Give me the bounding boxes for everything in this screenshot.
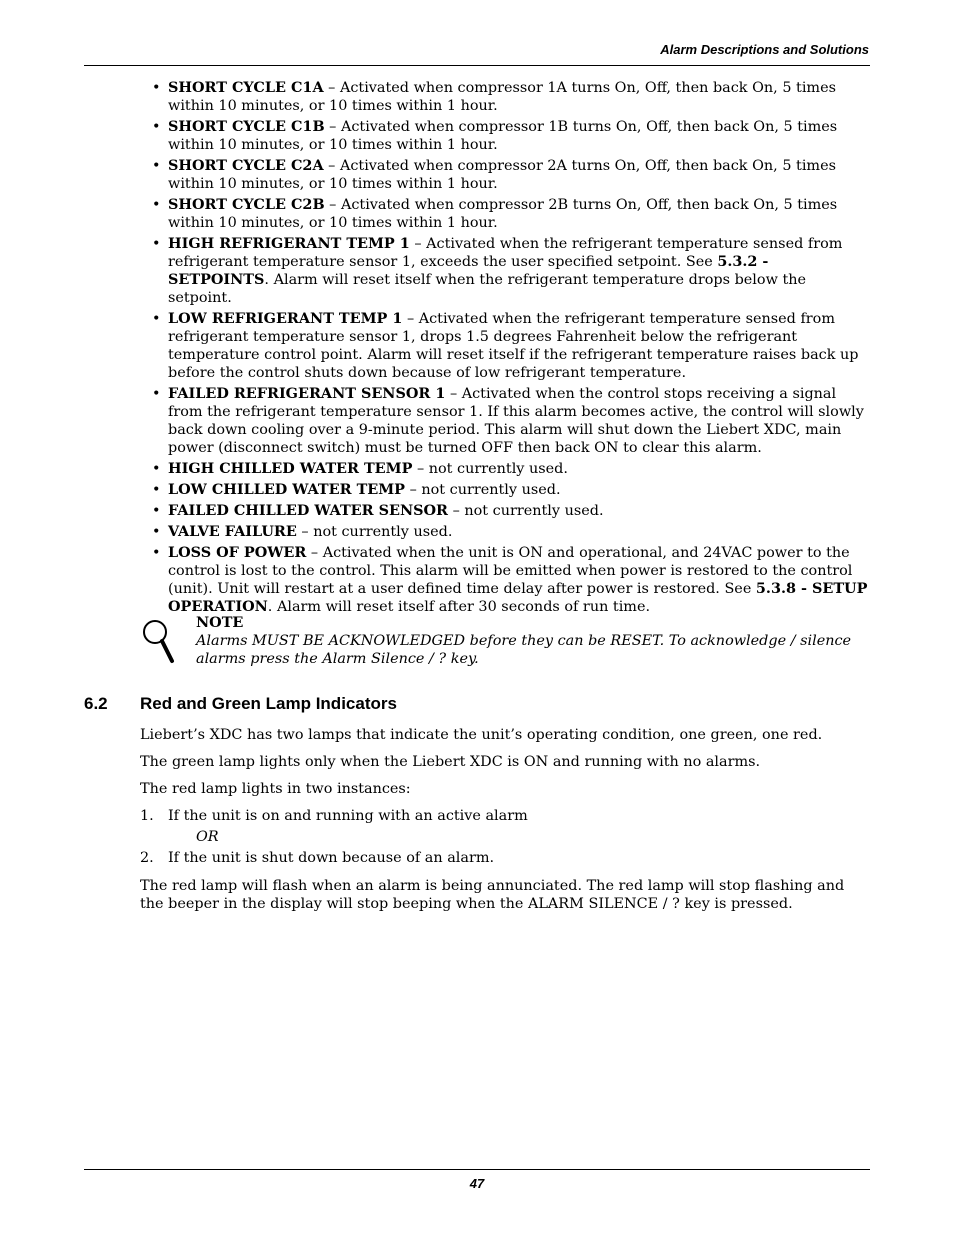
bullet-text: – Activated when compressor 1B turns On, Off, then back On, 5 times within 10 minutes, or 10 times within 1 hour.	[168, 119, 838, 153]
bullet-text: – Activated when compressor 2A turns On, Off, then back On, 5 times within 10 minutes, or 10 times within 1 hour.	[168, 158, 836, 192]
item-number: 1.	[140, 808, 154, 824]
bullet-term: LOSS OF POWER	[168, 544, 307, 561]
section-heading	[84, 694, 397, 714]
bullet-item: • FAILED REFRIGERANT SENSOR 1 – Activated when the control stops receiving a signal from the refrigerant temperature sensor 1. If this alarm becomes active, the control will slowly back down cooling over a 9-minute period. This alarm will shut down the Liebert XDC, main power (disconnect switch) must be turned OFF then back ON to clear this alarm.	[152, 385, 864, 456]
bullet-term: LOW CHILLED WATER TEMP	[168, 481, 405, 498]
bullet-term: HIGH REFRIGERANT TEMP 1	[168, 235, 410, 252]
page-number: 47	[469, 1176, 485, 1191]
bullet-text: – Activated when the refrigerant temperature sensed from refrigerant temperature sensor 1, drops 1.5 degrees Fahrenheit below the refrigerant temperature control point. Alarm will reset itself if the refrigerant temperature raises back up before the control shuts down because of low refrigerant temperature.	[168, 311, 859, 381]
bullet-text: – not currently used.	[405, 482, 561, 498]
bullet-text: – not currently used.	[296, 524, 453, 540]
numbered-item	[140, 807, 868, 825]
or-label: OR	[196, 829, 219, 845]
bullet-term: FAILED CHILLED WATER SENSOR	[168, 502, 448, 519]
bullet-text: – not currently used.	[448, 503, 604, 519]
header-rule	[84, 65, 870, 66]
bullet-item: • LOW REFRIGERANT TEMP 1 – Activated when the refrigerant temperature sensed from refrigerant temperature sensor 1, drops 1.5 degrees Fahrenheit below the refrigerant temperature control point. Alarm will reset itself if the refrigerant temperature raises back up before the control shuts down because of low refrigerant temperature.	[152, 310, 859, 381]
bullet-text: – Activated when compressor 2B turns On, Off, then back On, 5 times within 10 minutes, or 10 times within 1 hour.	[168, 197, 838, 231]
bullet-text: – not currently used.	[412, 461, 568, 477]
bullet-term: SHORT CYCLE C1A	[168, 79, 324, 96]
bullet-term: LOW REFRIGERANT TEMP 1	[168, 310, 403, 327]
numbered-item	[140, 849, 868, 867]
section-title: Red and Green Lamp Indicators	[140, 694, 397, 713]
item-text: If the unit is shut down because of an alarm.	[168, 850, 495, 866]
bullet-item: • SHORT CYCLE C2B – Activated when compressor 2B turns On, Off, then back On, 5 times within 10 minutes, or 10 times within 1 hour.	[152, 196, 838, 231]
bullet-item: • LOW CHILLED WATER TEMP – not currently used.	[152, 481, 561, 498]
bullet-item: • LOSS OF POWER – Activated when the unit is ON and operational, and 24VAC power to the control is lost to the control. This alarm will be emitted when power is restored to the control (unit). Unit will restart at a user defined time delay after power is restored. See 5.3.8 - SETUP OPERATION. Alarm will reset itself after 30 seconds of run time.	[152, 544, 868, 615]
footer-rule	[84, 1169, 870, 1170]
bullet-item: • SHORT CYCLE C1B – Activated when compressor 1B turns On, Off, then back On, 5 times within 10 minutes, or 10 times within 1 hour.	[152, 118, 838, 153]
bullet-term: SHORT CYCLE C2B	[168, 196, 325, 213]
bullet-text-after: . Alarm will reset itself after 30 seconds of run time.	[267, 599, 651, 615]
note-title: NOTE	[196, 614, 244, 631]
bullet-term: FAILED REFRIGERANT SENSOR 1	[168, 385, 446, 402]
bullet-text: – Activated when compressor 1A turns On, Off, then back On, 5 times within 10 minutes, or 10 times within 1 hour.	[168, 80, 836, 114]
magnifier-icon	[140, 618, 176, 664]
bullet-term: SHORT CYCLE C1B	[168, 118, 325, 135]
bullet-text: – Activated when the refrigerant temperature sensed from refrigerant temperature sensor 1, exceeds the user specified setpoint. See	[168, 236, 843, 270]
bullet-text-after: . Alarm will reset itself when the refrigerant temperature drops below the setpoint.	[168, 272, 807, 306]
bullet-term: HIGH CHILLED WATER TEMP	[168, 460, 413, 477]
paragraph: The red lamp lights in two instances:	[140, 781, 411, 797]
paragraph: Liebert’s XDC has two lamps that indicate the unit’s operating condition, one green, one red.	[140, 727, 823, 743]
paragraph: The green lamp lights only when the Liebert XDC is ON and running with no alarms.	[140, 754, 761, 770]
bullet-text: – Activated when the unit is ON and operational, and 24VAC power to the control is lost to the control. This alarm will be emitted when power is restored to the control (unit). Unit will restart at a user defined time delay after power is restored. See	[168, 545, 853, 597]
bullet-item: • HIGH CHILLED WATER TEMP – not currently used.	[152, 460, 568, 477]
alarm-bullet-list	[152, 79, 868, 619]
bullet-text: – Activated when the control stops receiving a signal from the refrigerant temperature sensor 1. If this alarm becomes active, the control will slowly back down cooling over a 9-minute period. This alarm will shut down the Liebert XDC, main power (disconnect switch) must be turned OFF then back ON to clear this alarm.	[168, 386, 864, 456]
bullet-item: • SHORT CYCLE C1A – Activated when compressor 1A turns On, Off, then back On, 5 times within 10 minutes, or 10 times within 1 hour.	[152, 79, 836, 114]
section-number: 6.2	[84, 694, 108, 713]
paragraph: The red lamp will flash when an alarm is being annunciated. The red lamp will stop flashing and the beeper in the display will stop beeping when the ALARM SILENCE / ? key is pressed.	[140, 878, 845, 912]
bullet-term: VALVE FAILURE	[168, 523, 297, 540]
bullet-item: • VALVE FAILURE – not currently used.	[152, 523, 453, 540]
bullet-item: • HIGH REFRIGERANT TEMP 1 – Activated when the refrigerant temperature sensed from refrigerant temperature sensor 1, exceeds the user specified setpoint. See 5.3.2 - SETPOINTS. Alarm will reset itself when the refrigerant temperature drops below the setpoint.	[152, 235, 843, 306]
note-text	[196, 614, 868, 668]
bullet-item: • SHORT CYCLE C2A – Activated when compressor 2A turns On, Off, then back On, 5 times within 10 minutes, or 10 times within 1 hour.	[152, 157, 836, 192]
item-number: 2.	[140, 850, 154, 866]
item-text: If the unit is on and running with an active alarm	[168, 808, 528, 824]
cross-reference: 5.3.8 - SETUP OPERATION	[168, 580, 868, 615]
bullet-item: • FAILED CHILLED WATER SENSOR – not currently used.	[152, 502, 604, 519]
bullet-term: SHORT CYCLE C2A	[168, 157, 324, 174]
page-header-title: Alarm Descriptions and Solutions	[660, 42, 869, 57]
cross-reference: 5.3.2 - SETPOINTS	[168, 253, 769, 288]
note-body: Alarms MUST BE ACKNOWLEDGED before they can be RESET. To acknowledge / silence alarms press the Alarm Silence / ? key.	[196, 633, 852, 667]
